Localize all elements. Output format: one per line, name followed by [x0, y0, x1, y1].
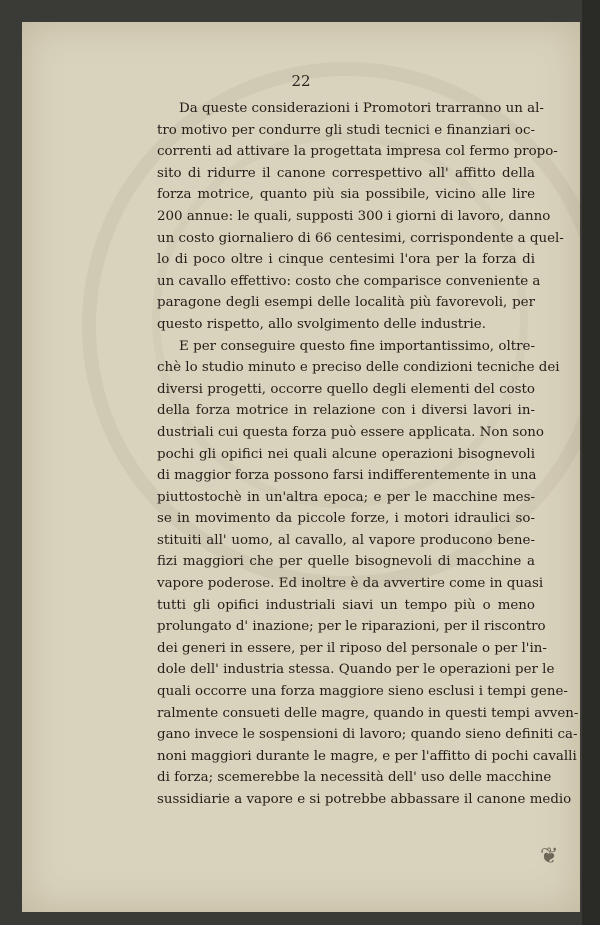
text-line: sito di ridurre il canone correspettivo all' affitto della	[157, 165, 535, 181]
text-line: correnti ad attivare la progettata impresa col fermo propo-	[157, 144, 558, 160]
text-line: lo di poco oltre i cinque centesimi l'ora per la forza di	[157, 252, 535, 268]
text-line: paragone degli esempi delle località più favorevoli, per	[157, 295, 535, 311]
text-line: gano invece le sospensioni di lavoro; quando sieno definiti ca-	[157, 727, 578, 743]
body-text	[157, 98, 579, 811]
text-line: quali occorre una forza maggiore sieno esclusi i tempi gene-	[157, 684, 568, 700]
text-line: diversi progetti, occorre quello degli elementi del costo	[157, 381, 535, 397]
text-line: forza motrice, quanto più sia possibile, vicino alle lire	[157, 187, 535, 203]
ink-mark-icon: ❦	[540, 844, 559, 869]
scan-border	[582, 0, 600, 925]
text-line: stituiti all' uomo, al cavallo, al vapore producono bene-	[157, 532, 535, 548]
text-line: se in movimento da piccole forze, i motori idraulici so-	[157, 511, 535, 527]
text-line: ralmente consueti delle magre, quando in questi tempi avven-	[157, 705, 579, 721]
text-line: dole dell' industria stessa. Quando per le operazioni per le	[157, 662, 555, 678]
text-line: fizi maggiori che per quelle bisognevoli di macchine a	[157, 554, 535, 570]
text-line: un costo giornaliero di 66 centesimi, corrispondente a quel-	[157, 230, 564, 246]
text-line: questo rispetto, allo svolgimento delle industrie.	[157, 316, 486, 332]
text-line: sussidiarie a vapore e si potrebbe abbassare il canone medio	[157, 792, 572, 807]
text-line: Da queste considerazioni i Promotori trarranno un al-	[179, 101, 544, 116]
page-number: 22	[291, 72, 311, 90]
text-line: tro motivo per condurre gli studi tecnici e finanziari oc-	[157, 122, 535, 138]
text-line: tutti gli opifici industriali siavi un tempo più o meno	[157, 597, 535, 613]
text-line: E per conseguire questo fine importantissimo, oltre-	[179, 338, 535, 354]
text-line: un cavallo effettivo: costo che comparisce conveniente a	[157, 273, 541, 289]
text-line: dei generi in essere, per il riposo del personale o per l'in-	[157, 640, 547, 656]
text-line: dustriali cui questa forza può essere applicata. Non sono	[157, 424, 544, 440]
text-line: noni maggiori durante le magre, e per l'affitto di pochi cavalli	[157, 748, 577, 764]
text-line: di forza; scemerebbe la necessità dell' uso delle macchine	[157, 770, 552, 786]
document-page	[22, 22, 580, 912]
text-line: pochi gli opifici nei quali alcune operazioni bisognevoli	[157, 446, 535, 462]
text-line: della forza motrice in relazione con i diversi lavori in-	[157, 403, 535, 419]
text-line: piuttostochè in un'altra epoca; e per le macchine mes-	[157, 489, 535, 505]
text-line: prolungato d' inazione; per le riparazioni, per il riscontro	[157, 619, 546, 635]
text-line: di maggior forza possono farsi indifferentemente in una	[157, 468, 537, 484]
text-line: chè lo studio minuto e preciso delle condizioni tecniche dei	[157, 360, 560, 376]
text-line: vapore poderose. Ed inoltre è da avvertire come in quasi	[157, 576, 544, 592]
text-line: 200 annue: le quali, supposti 300 i giorni di lavoro, danno	[157, 208, 551, 224]
